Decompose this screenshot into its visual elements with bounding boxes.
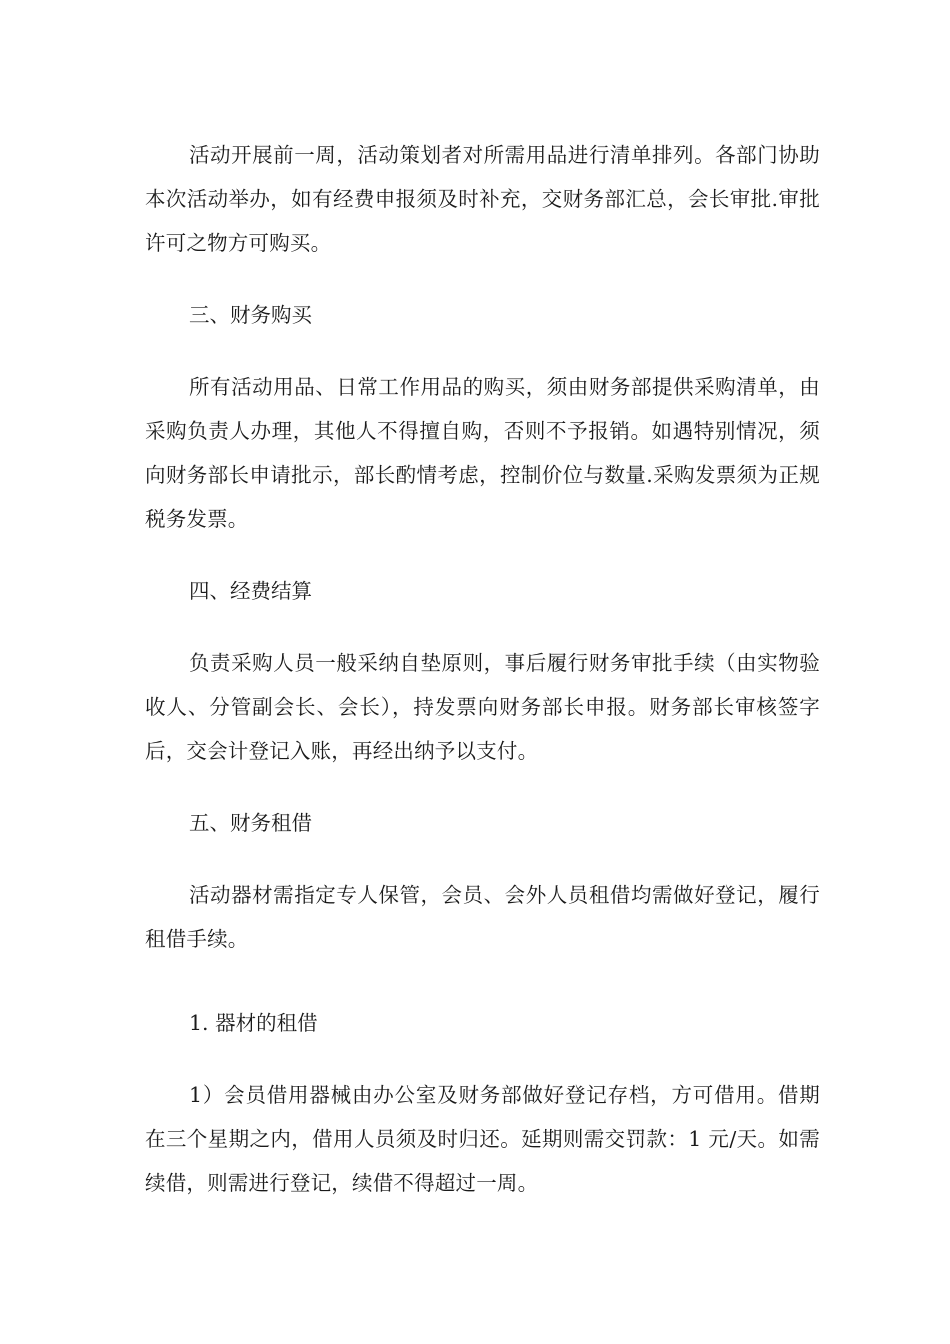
heading-financial-purchase: 三、财务购买 (189, 303, 312, 327)
paragraph-activity-preparation: 活动开展前一周，活动策划者对所需用品进行清单排列。各部门协助本次活动举办，如有经费申报须及时补充，交财务部汇总，会长审批.审批许可之物方可购买。 (145, 143, 820, 255)
heading-financial-lending: 五、财务租借 (189, 811, 312, 835)
paragraph-lending-rules: 活动器材需指定专人保管，会员、会外人员租借均需做好登记，履行租借手续。 (145, 883, 820, 951)
paragraph-settlement-rules: 负责采购人员一般采纳自垫原则，事后履行财务审批手续（由实物验收人、分管副会长、会长），持发票向财务部长申报。财务部长审核签字后，交会计登记入账，再经出纳予以支付。 (145, 651, 820, 763)
subheading-equipment-lending: 1. 器材的租借 (189, 1011, 318, 1035)
heading-expense-settlement: 四、经费结算 (189, 579, 312, 603)
paragraph-member-borrowing: 1）会员借用器械由办公室及财务部做好登记存档，方可借用。借期在三个星期之内，借用人员须及时归还。延期则需交罚款：1 元/天。如需续借，则需进行登记，续借不得超过一周。 (145, 1083, 820, 1195)
paragraph-purchase-rules: 所有活动用品、日常工作用品的购买，须由财务部提供采购清单，由采购负责人办理，其他人不得擅自购，否则不予报销。如遇特别情况，须向财务部长申请批示，部长酌情考虑，控制价位与数量.采购发票须为正规税务发票。 (145, 375, 820, 531)
